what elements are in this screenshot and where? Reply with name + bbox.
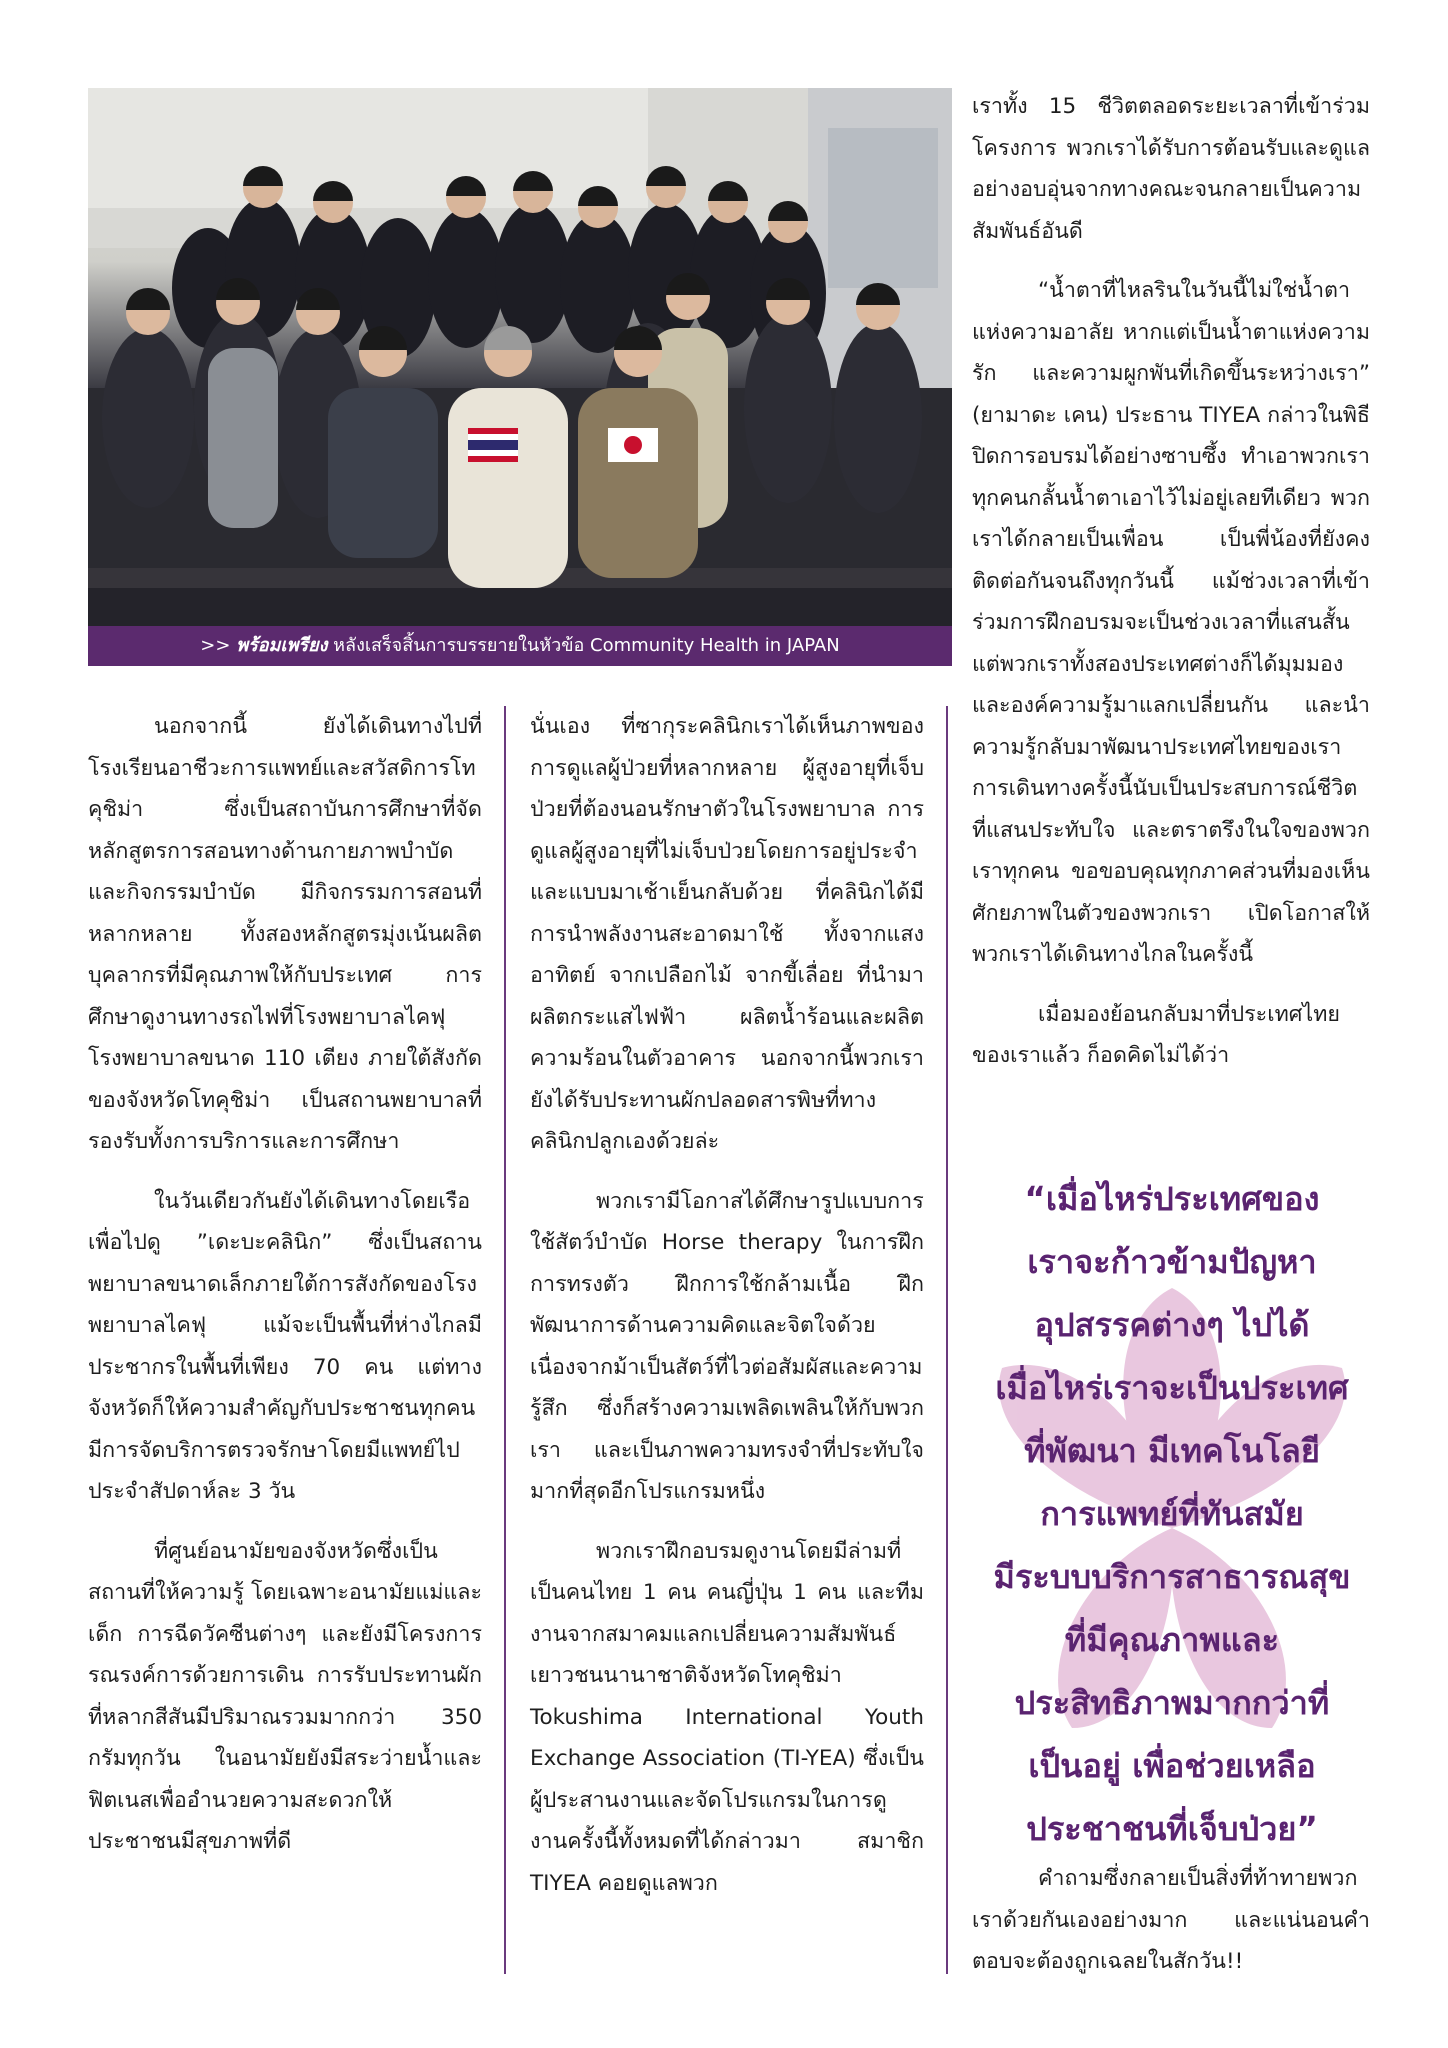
column-divider bbox=[946, 706, 948, 1974]
caption-text: หลังเสร็จสิ้นการบรรยายในหัวข้อ Community Health in JAPAN bbox=[333, 635, 840, 656]
article-column-3 bbox=[972, 86, 1370, 1095]
group-photo bbox=[88, 88, 952, 666]
article-column-2 bbox=[530, 706, 924, 1922]
paragraph: เราทั้ง 15 ชีวิตตลอดระยะเวลาที่เข้าร่วมโครงการ พวกเราได้รับการต้อนรับและดูแลอย่างอบอุ่นจากทางคณะจนกลายเป็นความสัมพันธ์อันดี bbox=[972, 94, 1370, 244]
paragraph: พวกเรามีโอกาสได้ศึกษารูปแบบการใช้สัตว์บำบัด Horse therapy ในการฝึกการทรงตัว ฝึกการใช้กล้ามเนื้อ ฝึกพัฒนาการด้านความคิดและจิตใจด้วย เนื่องจากม้าเป็นสัตว์ที่ไวต่อสัมผัสและความรู้สึก ซึ่งก็สร้างความเพลิดเพลินให้กับพวกเรา และเป็นภาพความทรงจำที่ประทับใจมากที่สุดอีกโปรแกรมหนึ่ง bbox=[530, 1188, 924, 1504]
paragraph: คำถามซึ่งกลายเป็นสิ่งที่ท้าทายพวกเราด้วยกันเองอย่างมาก และแน่นอนคำตอบจะต้องถูกเฉลยในสักวัน!! bbox=[972, 1866, 1370, 1974]
paragraph: พวกเราฝึกอบรมดูงานโดยมีล่ามที่เป็นคนไทย 1 คน คนญี่ปุ่น 1 คน และทีมงานจากสมาคมแลกเปลี่ยนความสัมพันธ์เยาวชนนานาชาติจังหวัดโทคุชิม่า Tokushima International Youth Exchange Association (TI-YEA) ซึ่งเป็นผู้ประสานงานและจัดโปรแกรมในการดูงานครั้งนี้ทั้งหมดที่ได้กล่าวมา สมาชิก TIYEA คอยดูแลพวก bbox=[530, 1538, 924, 1896]
photo-caption bbox=[88, 626, 952, 666]
group-photo-illustration bbox=[88, 88, 952, 666]
caption-prefix: >> bbox=[200, 635, 231, 656]
paragraph: เมื่อมองย้อนกลับมาที่ประเทศไทยของเราแล้ว ก็อดคิดไม่ได้ว่า bbox=[972, 1001, 1340, 1068]
paragraph: “น้ำตาที่ไหลรินในวันนี้ไม่ใช่น้ำตาแห่งความอาลัย หากแต่เป็นน้ำตาแห่งความรัก และความผูกพันที่เกิดขึ้นระหว่างเรา” (ยามาดะ เคน) ประธาน TIYEA กล่าวในพิธีปิดการอบรมได้อย่างซาบซึ้ง ทำเอาพวกเราทุกคนกลั้นน้ำตาเอาไว้ไม่อยู่เลยทีเดียว พวกเราได้กลายเป็นเพื่อน เป็นพี่น้องที่ยังคงติดต่อกันจนถึงทุกวันนี้ แม้ช่วงเวลาที่เข้าร่วมการฝึกอบรมจะเป็นช่วงเวลาที่แสนสั้น แต่พวกเราทั้งสองประเทศต่างก็ได้มุมมองและองค์ความรู้มาแลกเปลี่ยนกัน และนำความรู้กลับมาพัฒนาประเทศไทยของเรา การเดินทางครั้งนี้นับเป็นประสบการณ์ชีวิตที่แสนประทับใจ และตราตรึงในใจของพวกเราทุกคน ขอขอบคุณทุกภาคส่วนที่มองเห็นศักยภาพในตัวของพวกเรา เปิดโอกาสให้พวกเราได้เดินทางไกลในครั้งนี้ bbox=[972, 278, 1370, 967]
thai-flag-icon bbox=[468, 428, 518, 462]
japan-flag-icon bbox=[608, 428, 658, 462]
article-column-1 bbox=[88, 706, 482, 1881]
paragraph: ที่ศูนย์อนามัยของจังหวัดซึ่งเป็นสถานที่ให้ความรู้ โดยเฉพาะอนามัยแม่และเด็ก การฉีดวัคซีนต่างๆ และยังมีโครงการรณรงค์การด้วยการเดิน การรับประทานผักที่หลากสีสันมีปริมาณรวมมากกว่า 350 กรัมทุกวัน ในอนามัยยังมีสระว่ายน้ำและฟิตเนสเพื่ออำนวยความสะดวกให้ประชาชนมีสุขภาพที่ดี bbox=[88, 1538, 482, 1854]
article-column-3-end bbox=[972, 1858, 1370, 2001]
paragraph: นอกจากนี้ ยังได้เดินทางไปที่โรงเรียนอาชีวะการแพทย์และสวัสดิการโทคุชิม่า ซึ่งเป็นสถาบันการศึกษาที่จัดหลักสูตรการสอนทางด้านกายภาพบำบัดและกิจกรรมบำบัด มีกิจกรรมการสอนที่หลากหลาย ทั้งสองหลักสูตรมุ่งเน้นผลิตบุคลากรที่มีคุณภาพให้กับประเทศ การศึกษาดูงานทางรถไฟที่โรงพยาบาลไคฟุ โรงพยาบาลขนาด 110 เตียง ภายใต้สังกัดของจังหวัดโทคุชิม่า เป็นสถานพยาบาลที่รองรับทั้งการบริการและการศึกษา bbox=[88, 714, 482, 1154]
pull-quote: “เมื่อไหร่ประเทศของ เราจะก้าวข้ามปัญหา อุปสรรคต่างๆ ไปได้ เมื่อไหร่เราจะเป็นประเทศ ที่พัฒนา มีเทคโนโลยี การแพทย์ที่ทันสมัย มีระบบบริการสาธารณสุข ที่มีคุณภาพและ ประสิทธิภาพมากกว่าที่ เป็นอยู่ เพื่อช่วยเหลือ ประชาชนที่เจ็บป่วย” bbox=[993, 1180, 1351, 1848]
pull-quote-box bbox=[962, 1168, 1382, 1858]
paragraph: ในวันเดียวกันยังได้เดินทางโดยเรือเพื่อไปดู ”เดะบะคลินิก” ซึ่งเป็นสถานพยาบาลขนาดเล็กภายใต้การสังกัดของโรงพยาบาลไคฟุ แม้จะเป็นพื้นที่ห่างไกลมีประชากรในพื้นที่เพียง 70 คน แต่ทางจังหวัดก็ให้ความสำคัญกับประชาชนทุกคน มีการจัดบริการตรวจรักษาโดยมีแพทย์ไปประจำสัปดาห์ละ 3 วัน bbox=[88, 1188, 482, 1504]
paragraph: นั่นเอง ที่ซากุระคลินิกเราได้เห็นภาพของการดูแลผู้ป่วยที่หลากหลาย ผู้สูงอายุที่เจ็บป่วยที่ต้องนอนรักษาตัวในโรงพยาบาล การดูแลผู้สูงอายุที่ไม่เจ็บป่วยโดยการอยู่ประจำ และแบบมาเช้าเย็นกลับด้วย ที่คลินิกได้มีการนำพลังงานสะอาดมาใช้ ทั้งจากแสงอาทิตย์ จากเปลือกไม้ จากขี้เลื่อย ที่นำมาผลิตกระแสไฟฟ้า ผลิตน้ำร้อนและผลิตความร้อนในตัวอาคาร นอกจากนี้พวกเรายังได้รับประทานผักปลอดสารพิษที่ทางคลินิกปลูกเองด้วยล่ะ bbox=[530, 714, 924, 1154]
caption-emphasis: พร้อมเพรียง bbox=[236, 635, 328, 656]
column-divider bbox=[504, 706, 506, 1974]
